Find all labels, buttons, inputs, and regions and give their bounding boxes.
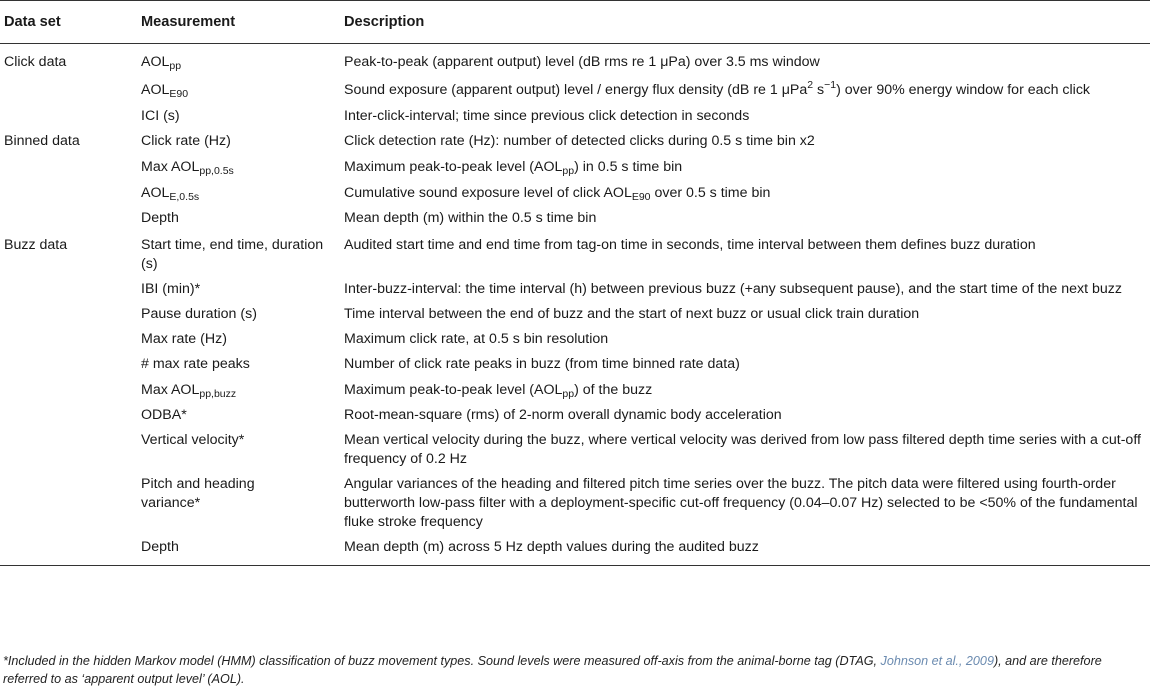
description-cell: Peak-to-peak (apparent output) level (dB rms re 1 μPa) over 3.5 ms window xyxy=(344,54,820,70)
table-row xyxy=(0,472,1150,535)
header-description: Description xyxy=(344,14,425,30)
dataset-cell xyxy=(0,428,141,472)
table-row xyxy=(0,428,1150,472)
measurement-cell: Pause duration (s) xyxy=(141,306,257,322)
description-cell: Maximum peak-to-peak level $(AOL_{pp})$ of the buzz xyxy=(344,382,653,400)
dataset-cell xyxy=(0,352,141,377)
table-row xyxy=(0,377,1150,403)
measurement-cell: $AOL_{E,0.5s}$ xyxy=(141,185,200,203)
table-row xyxy=(0,352,1150,377)
dataset-cell xyxy=(0,327,141,352)
measurement-cell: ICI (s) xyxy=(141,108,180,124)
dataset-cell: Click data xyxy=(4,54,67,70)
measurement-cell: IBI (min)* xyxy=(141,281,201,297)
measurement-cell: Pitch and heading variance* xyxy=(141,476,255,511)
header-row xyxy=(0,1,1150,44)
table-row xyxy=(0,129,1150,154)
footnote-text-end: ), and are therefore referred to as ‘apparent output level’ (AOL). xyxy=(3,654,1102,686)
description-cell: Mean depth (m) within the 0.5 s time bin xyxy=(344,210,597,226)
description-cell: Sound exposure (apparent output) level / energy flux density (dB re 1 μPa$^2$ $s^{-1}$) over 90% energy window for each click xyxy=(344,79,1091,98)
dataset-cell xyxy=(0,377,141,403)
header-dataset: Data set xyxy=(4,14,61,30)
measurement-cell: Depth xyxy=(141,539,179,555)
measurement-cell: Max $AOL_{pp,0.5s}$ xyxy=(141,159,234,177)
dataset-cell xyxy=(0,535,141,566)
table-footnote xyxy=(3,652,1145,688)
citation-link[interactable]: Johnson et al., 2009 xyxy=(880,654,994,668)
dataset-cell xyxy=(0,77,141,104)
dataset-cell xyxy=(0,104,141,129)
description-cell: Click detection rate (Hz): number of detected clicks during 0.5 s time bin x2 xyxy=(344,133,815,149)
description-cell: Maximum click rate, at 0.5 s bin resolution xyxy=(344,331,609,347)
measurement-cell: Depth xyxy=(141,210,179,226)
table-row xyxy=(0,327,1150,352)
description-cell: Mean vertical velocity during the buzz, where vertical velocity was derived from low pass filtered depth time series with a cut-off frequency of 0.2 Hz xyxy=(344,432,1141,467)
description-cell: Root-mean-square (rms) of 2-norm overall dynamic body acceleration xyxy=(344,407,782,423)
description-cell: Inter-click-interval; time since previous click detection in seconds xyxy=(344,108,750,124)
header-measurement: Measurement xyxy=(141,14,236,30)
description-cell: Number of click rate peaks in buzz (from time binned rate data) xyxy=(344,356,740,372)
description-cell: Time interval between the end of buzz and the start of next buzz or usual click train duration xyxy=(344,306,920,322)
description-cell: Mean depth (m) across 5 Hz depth values during the audited buzz xyxy=(344,539,759,555)
table-row xyxy=(0,535,1150,566)
description-cell: Angular variances of the heading and filtered pitch time series over the buzz. The pitch data were filtered using fourth-order butterworth low-pass filter with a deployment-specific cut-off frequency (0.04–0.07 Hz) selected to be <50% of the fundamental fluke stroke frequency xyxy=(344,476,1138,530)
description-cell: Audited start time and end time from tag-on time in seconds, time interval between them defines buzz duration xyxy=(344,237,1036,253)
description-cell: Maximum peak-to-peak level $(AOL_{pp})$ in 0.5 s time bin xyxy=(344,159,683,177)
dataset-cell xyxy=(0,302,141,327)
table-row xyxy=(0,403,1150,428)
dataset-cell xyxy=(0,154,141,180)
footnote-text: *Included in the hidden Markov model (HMM) classification of buzz movement types. Sound levels were measured off-axis from the animal-borne tag (DTAG, xyxy=(3,654,881,668)
table-row xyxy=(0,180,1150,206)
description-cell: Cumulative sound exposure level of click $AOL_{E90}$ over 0.5 s time bin xyxy=(344,185,771,203)
dataset-cell: Buzz data xyxy=(4,237,68,253)
table-row xyxy=(0,154,1150,180)
measurement-cell: Vertical velocity* xyxy=(141,432,245,448)
table-row xyxy=(0,231,1150,277)
table-row xyxy=(0,44,1150,78)
measurement-cell: $AOL_{E90}$ xyxy=(141,82,189,100)
dataset-cell xyxy=(0,180,141,206)
description-cell: Inter-buzz-interval: the time interval (h) between previous buzz (+any subsequent pause), and the start time of the next buzz xyxy=(344,281,1122,297)
table-row xyxy=(0,277,1150,302)
measurement-cell: $AOL_{pp}$ xyxy=(141,54,182,72)
table-row xyxy=(0,104,1150,129)
table-row xyxy=(0,302,1150,327)
dataset-cell xyxy=(0,206,141,231)
measurement-cell: ODBA* xyxy=(141,407,187,423)
dataset-cell xyxy=(0,472,141,535)
measurement-cell: # max rate peaks xyxy=(141,356,250,372)
dataset-cell xyxy=(0,403,141,428)
measurement-cell: Start time, end time, duration (s) xyxy=(141,237,324,272)
measurement-cell: Click rate (Hz) xyxy=(141,133,231,149)
measurement-cell: Max $AOL_{pp,buzz}$ xyxy=(141,382,237,400)
measurement-cell: Max rate (Hz) xyxy=(141,331,227,347)
table-row xyxy=(0,77,1150,104)
dataset-cell xyxy=(0,277,141,302)
dataset-cell: Binned data xyxy=(4,133,80,149)
table-row xyxy=(0,206,1150,231)
